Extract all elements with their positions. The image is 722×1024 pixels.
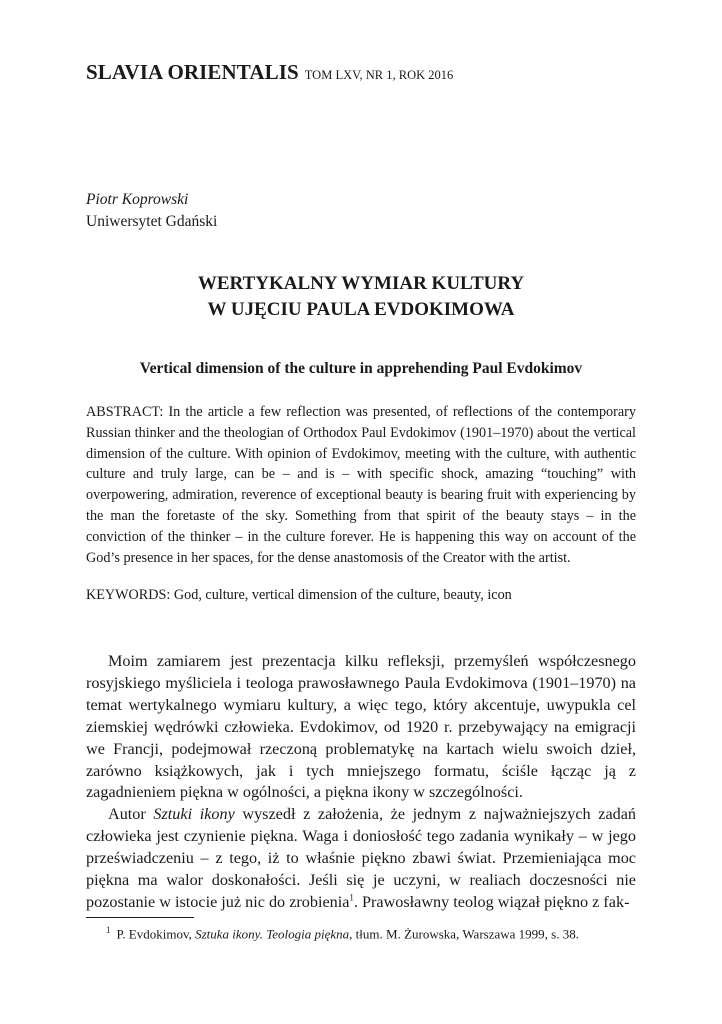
footnote-divider: [86, 917, 194, 918]
article-title: [86, 271, 636, 323]
title-line-1: WERTYKALNY WYMIAR KULTURY: [197, 273, 525, 294]
title-line-2: W UJĘCIU PAULA EVDOKIMOWA: [207, 299, 515, 320]
footnote-reference: 1: [349, 892, 354, 903]
author-name: Piotr Koprowski: [86, 191, 189, 208]
book-title-italic: Sztuki ikony: [153, 805, 235, 824]
keywords: KEYWORDS: God, culture, vertical dimension of the culture, beauty, icon: [86, 587, 512, 603]
abstract: ABSTRACT: In the article a few reflection was presented, of reflections of the contemporary Russian thinker and the theologian of Orthodox Paul Evdokimov (1901–1970) about the vertical dimension of the culture. With opinion of Evdokimov, meeting with the culture, with authentic culture and truly large, can be – and is – with specific shock, amazing “touching” with overpowering, admiration, reverence of exceptional beauty is bearing fruit with experiencing by the man the foretaste of the sky. Something from that spirit of the beauty stays – in the conviction of the thinker – in the culture forever. He is happening this way on account of the God’s presence in her spaces, for the dense anastomosis of the Creator with the artist.: [86, 404, 636, 566]
body-paragraph-2: [86, 804, 636, 914]
body-text: [86, 651, 636, 914]
paragraph-2-middle: wyszedł z założenia, że jednym z najważniejszych zadań człowieka jest czynienie piękna. Waga i doniosłość tego zadania wynikały – w jego przeświadczeniu – z tego, iż to właśnie piękno zbawi świat. Przemieniająca moc piękna ma walor doskonałości. Jeśli się je uczyni, w realiach doczesności nie pozostanie w istocie już nic do zrobienia: [86, 805, 637, 911]
author-block: [86, 189, 217, 233]
paragraph-2-start: Autor: [108, 805, 154, 824]
footnote-author: P. Evdokimov,: [116, 926, 196, 942]
paragraph-2-end: . Prawosławny teolog wiązał piękno z fak-: [353, 892, 630, 911]
footnote-details: , tłum. M. Żurowska, Warszawa 1999, s. 38.: [349, 926, 579, 942]
body-paragraph-1: Moim zamiarem jest prezentacja kilku refleksji, przemyśleń współczesnego rosyjskiego myśliciela i teologa prawosławnego Paula Evdokimova (1901–1970) na temat wertykalnego wymiaru kultury, a więc tego, który akcentuje, uwypukla cel ziemskiej wędrówki człowieka. Evdokimov, od 1920 r. przebywający na emigracji we Francji, podejmował rzeczoną problematykę na kartach wielu swoich dzieł, zarówno książkowych, jak i tych mniejszego formatu, ściśle łącząc ją z zagadnieniem piękna w ogólności, a piękna ikony w szczególności.: [86, 652, 636, 802]
footnote-mark: 1: [106, 925, 111, 935]
journal-header: [86, 60, 453, 85]
footnote: [106, 925, 579, 942]
journal-issue: TOM LXV, NR 1, ROK 2016: [304, 68, 454, 82]
journal-name: SLAVIA ORIENTALIS: [86, 60, 299, 84]
english-subtitle: Vertical dimension of the culture in apprehending Paul Evdokimov: [139, 360, 583, 377]
author-affiliation: Uniwersytet Gdański: [86, 213, 218, 230]
footnote-title: Sztuka ikony. Teologia piękna: [195, 926, 350, 942]
